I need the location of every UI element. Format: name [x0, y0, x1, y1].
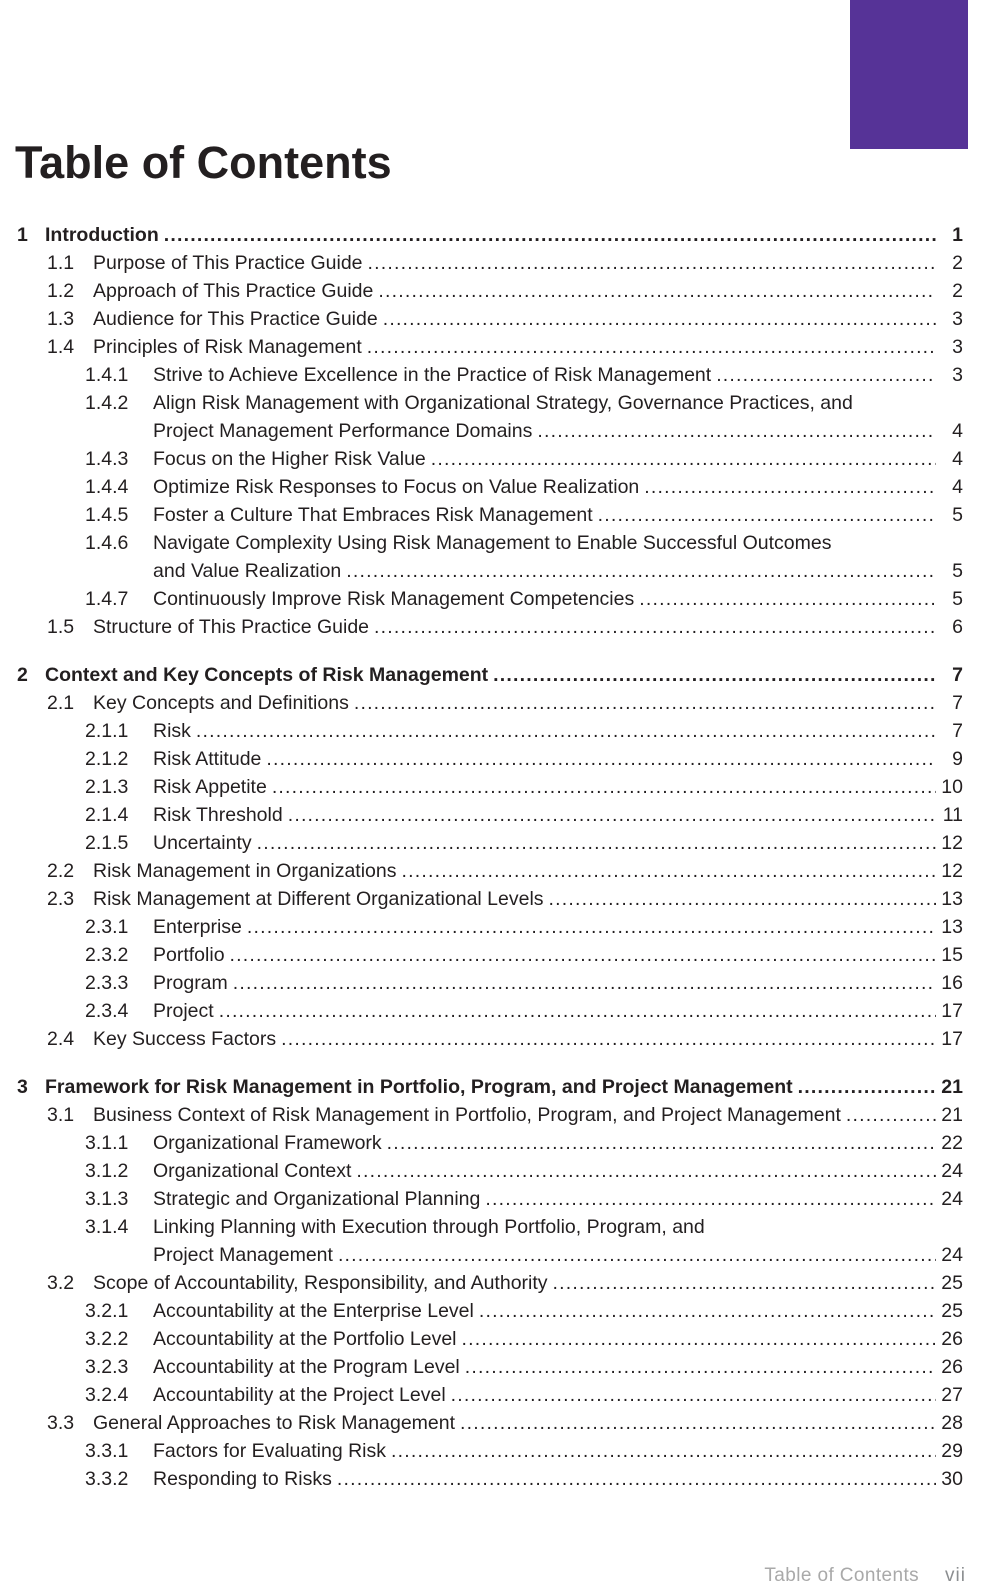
toc-dot-leader [196, 717, 936, 745]
toc-entry-title: Program [153, 972, 228, 994]
toc-entry-page-number: 22 [941, 1132, 963, 1154]
toc-entry [17, 1129, 963, 1157]
toc-entry [17, 661, 963, 689]
toc-entry-number: 1.3 [47, 308, 75, 330]
toc-entry [17, 1025, 963, 1053]
toc-dot-leader [391, 1437, 936, 1465]
toc-entry-page-number: 26 [941, 1356, 963, 1378]
toc-entry [17, 221, 963, 249]
toc-entry-title: Risk Management in Organizations [93, 860, 397, 882]
toc-entry-title: Optimize Risk Responses to Focus on Value Realization [153, 476, 640, 498]
toc-entry-number: 3.1 [47, 1104, 75, 1126]
toc-dot-leader [257, 829, 936, 857]
toc-entry-page-number: 24 [941, 1244, 963, 1266]
toc-entry-page-number: 12 [941, 860, 963, 882]
toc-entry [17, 689, 963, 717]
toc-entry-number: 1.4.5 [85, 504, 129, 526]
toc-entry-line-2 [85, 1241, 963, 1269]
toc-entry-line-2 [85, 417, 963, 445]
toc-entry-page-number: 10 [941, 776, 963, 798]
toc-entry-title: Purpose of This Practice Guide [93, 252, 363, 274]
toc-dot-leader [465, 1353, 936, 1381]
toc-entry-number: 3.1.3 [85, 1188, 129, 1210]
toc-entry-line-1 [85, 1213, 963, 1241]
toc-entry-number: 2.1.5 [85, 832, 129, 854]
toc-entry-title: Factors for Evaluating Risk [153, 1440, 387, 1462]
toc-entry-title: Organizational Framework [153, 1132, 382, 1154]
toc-entry-title: Structure of This Practice Guide [93, 616, 370, 638]
footer-page-number: vii [945, 1565, 966, 1586]
toc-entry-page-number: 4 [952, 476, 963, 498]
toc-entry-number: 2.1.1 [85, 720, 129, 742]
toc-dot-leader [387, 1129, 936, 1157]
toc-entry-title: Risk [153, 720, 191, 742]
page-footer [764, 1564, 966, 1588]
toc-entry-page-number: 21 [941, 1076, 963, 1098]
toc-entry-number: 2.3.1 [85, 916, 129, 938]
toc-entry-number: 1.1 [47, 252, 75, 274]
toc-entry-page-number: 2 [952, 280, 963, 302]
toc-dot-leader [716, 361, 936, 389]
page-title: Table of Contents [15, 137, 392, 188]
footer-section-label: Table of Contents [764, 1565, 920, 1586]
toc-dot-leader [272, 773, 936, 801]
toc-dot-leader [479, 1297, 936, 1325]
toc-entry-page-number: 7 [952, 692, 963, 714]
toc-entry-title: General Approaches to Risk Management [93, 1412, 456, 1434]
toc-entry-number: 1.4 [47, 336, 75, 358]
toc-entry-page-number: 9 [952, 748, 963, 770]
toc-entry-page-number: 24 [941, 1160, 963, 1182]
toc-entry-title: Strategic and Organizational Planning [153, 1188, 481, 1210]
toc-entry-title-continuation: Project Management Performance Domains [153, 420, 533, 442]
toc-entry-page-number: 16 [941, 972, 963, 994]
toc-entry-page-number: 2 [952, 252, 963, 274]
toc-entry-line-2 [85, 557, 963, 585]
toc-entry-number: 2.3.2 [85, 944, 129, 966]
toc-entry-page-number: 29 [941, 1440, 963, 1462]
toc-entry-number: 2.1.4 [85, 804, 129, 826]
toc-entry-number: 3 [17, 1076, 28, 1098]
toc-entry-title: Foster a Culture That Embraces Risk Management [153, 504, 593, 526]
toc-entry-number: 3.2.2 [85, 1328, 129, 1350]
toc-entry [17, 1269, 963, 1297]
toc-entry-title: Continuously Improve Risk Management Competencies [153, 588, 635, 610]
toc-entry [17, 529, 963, 585]
toc-entry-number: 1.5 [47, 616, 75, 638]
toc-entry [17, 361, 963, 389]
toc-entry-number: 2.3.3 [85, 972, 129, 994]
toc-dot-leader [354, 689, 936, 717]
toc-dot-leader [367, 333, 936, 361]
toc-entry [17, 473, 963, 501]
toc-dot-leader [230, 941, 936, 969]
toc-dot-leader [281, 1025, 936, 1053]
toc-entry-number: 3.2.4 [85, 1384, 129, 1406]
toc-entry-number: 1.4.4 [85, 476, 129, 498]
toc-dot-leader [537, 417, 936, 445]
toc-entry-number: 1.4.7 [85, 588, 129, 610]
toc-entry-title: Introduction [45, 224, 159, 246]
toc-entry-page-number: 17 [941, 1028, 963, 1050]
toc-entry-title-continuation: and Value Realization [153, 560, 342, 582]
toc-entry-title: Strive to Achieve Excellence in the Practice of Risk Management [153, 364, 712, 386]
toc-entry [17, 1185, 963, 1213]
toc-dot-leader [233, 969, 936, 997]
toc-dot-leader [356, 1157, 936, 1185]
toc-entry-page-number: 12 [941, 832, 963, 854]
toc-entry [17, 1297, 963, 1325]
toc-entry-title: Accountability at the Project Level [153, 1384, 446, 1406]
toc-dot-leader [485, 1185, 936, 1213]
toc-entry-title: Risk Appetite [153, 776, 267, 798]
toc-entry-number: 2.1 [47, 692, 75, 714]
toc-dot-leader [431, 445, 936, 473]
toc-entry-number: 3.3.2 [85, 1468, 129, 1490]
toc-entry-number: 3.1.1 [85, 1132, 129, 1154]
toc-dot-leader [460, 1409, 936, 1437]
toc-entry-number: 1.4.1 [85, 364, 129, 386]
toc-entry [17, 997, 963, 1025]
toc-entry [17, 389, 963, 445]
toc-dot-leader [549, 885, 936, 913]
toc-entry-number: 1.4.6 [85, 532, 129, 554]
toc-entry-title: Context and Key Concepts of Risk Management [45, 664, 489, 686]
toc-entry-title: Accountability at the Program Level [153, 1356, 460, 1378]
toc-dot-leader [378, 277, 936, 305]
toc-dot-leader [288, 801, 936, 829]
toc-entry-number: 3.2.3 [85, 1356, 129, 1378]
toc-entry-title: Scope of Accountability, Responsibility, and Authority [93, 1272, 548, 1294]
toc-entry-page-number: 7 [952, 720, 963, 742]
toc-entry-number: 1 [17, 224, 28, 246]
toc-entry-page-number: 26 [941, 1328, 963, 1350]
toc-entry-number: 2.4 [47, 1028, 75, 1050]
toc-entry-page-number: 27 [941, 1384, 963, 1406]
toc-entry-page-number: 5 [952, 504, 963, 526]
toc-entry-title: Focus on the Higher Risk Value [153, 448, 426, 470]
toc-entry-page-number: 17 [941, 1000, 963, 1022]
toc-dot-leader [247, 913, 936, 941]
toc-entry [17, 1213, 963, 1269]
toc-entry-page-number: 3 [952, 336, 963, 358]
toc-entry [17, 333, 963, 361]
toc-entry-page-number: 13 [941, 888, 963, 910]
toc-entry [17, 969, 963, 997]
toc-entry [17, 1465, 963, 1493]
toc-dot-leader [798, 1073, 936, 1101]
toc-dot-leader [462, 1325, 936, 1353]
toc-entry-number: 3.1.2 [85, 1160, 129, 1182]
toc-entry [17, 249, 963, 277]
toc-entry-number: 3.2 [47, 1272, 75, 1294]
toc-dot-leader [219, 997, 936, 1025]
toc-entry [17, 857, 963, 885]
toc-entry [17, 885, 963, 913]
toc-entry-page-number: 25 [941, 1272, 963, 1294]
toc-dot-leader [383, 305, 936, 333]
toc-entry [17, 913, 963, 941]
toc-entry-number: 1.4.3 [85, 448, 129, 470]
toc-entry-number: 2.3.4 [85, 1000, 129, 1022]
toc-entry-page-number: 13 [941, 916, 963, 938]
toc-entry-title: Accountability at the Enterprise Level [153, 1300, 474, 1322]
toc-entry-line-1 [85, 389, 963, 417]
toc-entry-number: 3.3.1 [85, 1440, 129, 1462]
toc-dot-leader [639, 585, 936, 613]
accent-block [850, 0, 968, 149]
toc-entry-title: Align Risk Management with Organizational Strategy, Governance Practices, and [153, 392, 853, 414]
toc-entry-title: Business Context of Risk Management in Portfolio, Program, and Project Management [93, 1104, 841, 1126]
toc-dot-leader [598, 501, 936, 529]
toc-entry-number: 2.2 [47, 860, 75, 882]
toc-entry-title: Principles of Risk Management [93, 336, 362, 358]
toc-entry-title: Responding to Risks [153, 1468, 332, 1490]
toc-entry-number: 2.1.2 [85, 748, 129, 770]
toc-dot-leader [266, 745, 936, 773]
toc-entry-page-number: 3 [952, 308, 963, 330]
toc-entry-page-number: 30 [941, 1468, 963, 1490]
toc-entry-number: 2 [17, 664, 28, 686]
toc-dot-leader [368, 249, 936, 277]
toc-entry-title: Organizational Context [153, 1160, 352, 1182]
toc-entry-title: Accountability at the Portfolio Level [153, 1328, 457, 1350]
toc-entry-page-number: 6 [952, 616, 963, 638]
toc-list [17, 221, 963, 1493]
toc-entry-title: Portfolio [153, 944, 225, 966]
toc-entry-title: Risk Threshold [153, 804, 283, 826]
toc-dot-leader [401, 857, 936, 885]
toc-entry [17, 1353, 963, 1381]
toc-entry [17, 773, 963, 801]
toc-entry [17, 1437, 963, 1465]
toc-entry [17, 305, 963, 333]
toc-entry-page-number: 1 [952, 224, 963, 246]
toc-entry [17, 1157, 963, 1185]
toc-entry [17, 277, 963, 305]
toc-entry [17, 1325, 963, 1353]
toc-entry-title: Linking Planning with Execution through Portfolio, Program, and [153, 1216, 705, 1238]
toc-dot-leader [493, 661, 936, 689]
toc-dot-leader [553, 1269, 936, 1297]
toc-entry [17, 613, 963, 641]
toc-entry-title: Approach of This Practice Guide [93, 280, 374, 302]
toc-dot-leader [346, 557, 936, 585]
toc-entry [17, 585, 963, 613]
toc-entry-title: Framework for Risk Management in Portfolio, Program, and Project Management [45, 1076, 793, 1098]
toc-entry-title: Key Success Factors [93, 1028, 277, 1050]
toc-entry [17, 445, 963, 473]
toc-entry-number: 3.2.1 [85, 1300, 129, 1322]
toc-entry-page-number: 5 [952, 560, 963, 582]
toc-entry-page-number: 4 [952, 420, 963, 442]
toc-entry-title: Risk Attitude [153, 748, 262, 770]
toc-entry [17, 941, 963, 969]
toc-entry-page-number: 21 [941, 1104, 963, 1126]
toc-dot-leader [846, 1101, 936, 1129]
toc-entry-page-number: 11 [942, 804, 963, 826]
toc-entry-number: 2.3 [47, 888, 75, 910]
toc-entry-line-1 [85, 529, 963, 557]
toc-entry-number: 2.1.3 [85, 776, 129, 798]
toc-entry-page-number: 4 [952, 448, 963, 470]
toc-dot-leader [337, 1465, 936, 1493]
toc-entry [17, 717, 963, 745]
toc-entry-title: Audience for This Practice Guide [93, 308, 378, 330]
toc-entry-page-number: 28 [941, 1412, 963, 1434]
toc-entry-number: 3.1.4 [85, 1216, 129, 1238]
toc-dot-leader [451, 1381, 936, 1409]
toc-entry-page-number: 5 [952, 588, 963, 610]
toc-entry-number: 1.2 [47, 280, 75, 302]
toc-dot-leader [338, 1241, 936, 1269]
toc-entry-number: 1.4.2 [85, 392, 129, 414]
toc-entry-title: Risk Management at Different Organizational Levels [93, 888, 544, 910]
toc-entry [17, 801, 963, 829]
toc-entry [17, 829, 963, 857]
toc-entry-title: Navigate Complexity Using Risk Management to Enable Successful Outcomes [153, 532, 832, 554]
toc-dot-leader [374, 613, 936, 641]
toc-dot-leader [164, 221, 936, 249]
toc-entry [17, 1101, 963, 1129]
toc-entry-page-number: 25 [941, 1300, 963, 1322]
toc-entry [17, 745, 963, 773]
toc-entry-page-number: 24 [941, 1188, 963, 1210]
toc-entry-title: Project [153, 1000, 214, 1022]
toc-entry-page-number: 15 [941, 944, 963, 966]
toc-entry [17, 1409, 963, 1437]
toc-entry-title: Enterprise [153, 916, 242, 938]
toc-entry [17, 501, 963, 529]
toc-entry [17, 1073, 963, 1101]
toc-entry-title: Uncertainty [153, 832, 252, 854]
toc-entry-page-number: 3 [952, 364, 963, 386]
toc-entry-title-continuation: Project Management [153, 1244, 333, 1266]
toc-entry [17, 1381, 963, 1409]
toc-entry-number: 3.3 [47, 1412, 75, 1434]
toc-entry-page-number: 7 [952, 664, 963, 686]
toc-dot-leader [644, 473, 936, 501]
toc-entry-title: Key Concepts and Definitions [93, 692, 349, 714]
